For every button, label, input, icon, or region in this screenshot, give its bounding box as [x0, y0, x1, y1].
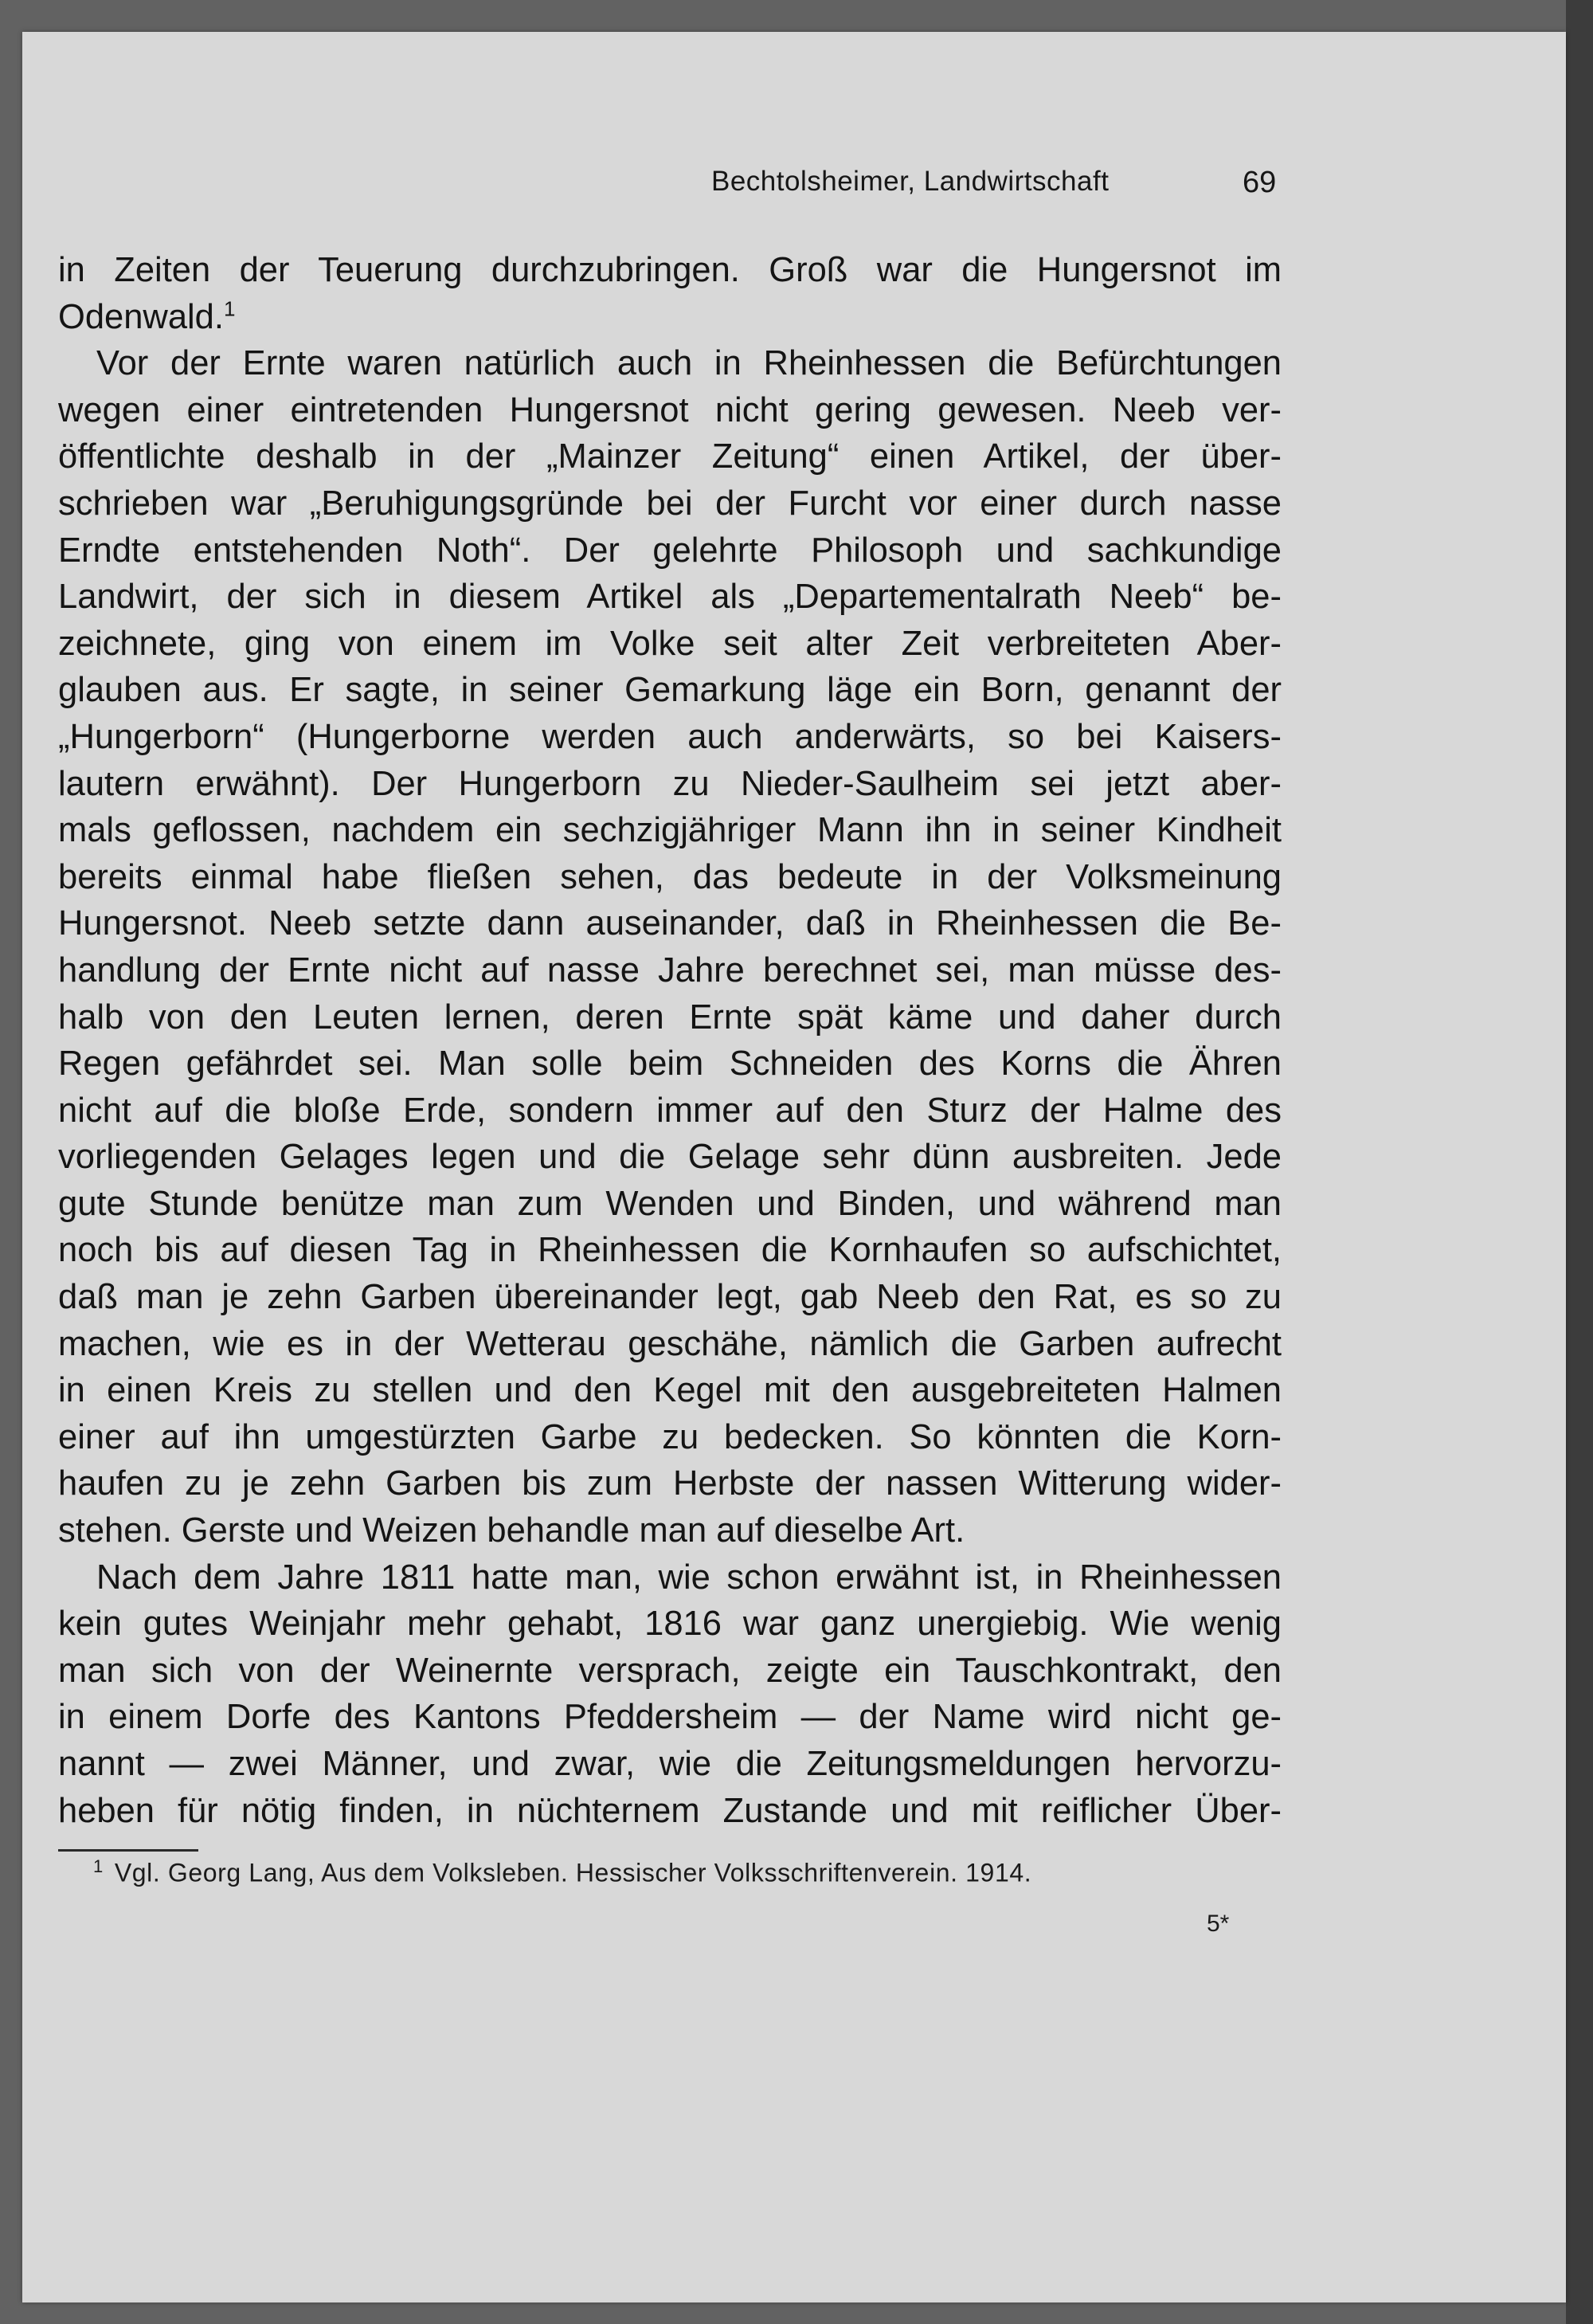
text-line: Regen gefährdet sei. Man solle beim Schneiden des Korns die Ähren: [58, 1044, 1282, 1084]
text-line: glauben aus. Er sagte, in seiner Gemarkung läge ein Born, genannt der: [58, 671, 1282, 710]
footnote-divider: [58, 1849, 198, 1852]
text-line: zeichnete, ging von einem im Volke seit alter Zeit verbreiteten Aber-: [58, 624, 1282, 663]
footnote-marker: 1: [93, 1856, 104, 1876]
text-line: mals geflossen, nachdem ein sechzigjähriger Mann ihn in seiner Kindheit: [58, 811, 1282, 850]
text-line: lautern erwähnt). Der Hungerborn zu Nieder-Saulheim sei jetzt aber-: [58, 764, 1282, 803]
text-line: wegen einer eintretenden Hungersnot nicht gering gewesen. Neeb ver-: [58, 390, 1282, 429]
paragraph-start-line: Vor der Ernte waren natürlich auch in Rheinhessen die Befürchtungen: [96, 344, 1282, 383]
text-line: „Hungerborn“ (Hungerborne werden auch anderwärts, so bei Kaisers-: [58, 717, 1282, 756]
text-line: heben für nötig finden, in nüchternem Zustande und mit reiflicher Über-: [58, 1791, 1282, 1830]
signature-mark: 5*: [1207, 1911, 1230, 1937]
body-text: [58, 247, 1282, 1834]
text-line: noch bis auf diesen Tag in Rheinhessen die Kornhaufen so aufschichtet,: [58, 1231, 1282, 1270]
text-line: halb von den Leuten lernen, deren Ernte spät käme und daher durch: [58, 997, 1282, 1037]
text-line-content: Odenwald.: [58, 297, 224, 336]
paragraph-start-line: Nach dem Jahre 1811 hatte man, wie schon erwähnt ist, in Rheinhessen: [96, 1558, 1282, 1597]
text-line: öffentlichte deshalb in der „Mainzer Zeitung“ einen Artikel, der über-: [58, 437, 1282, 476]
footnote-text: Vgl. Georg Lang, Aus dem Volksleben. Hessischer Volksschriftenverein. 1914.: [114, 1858, 1032, 1887]
scan-edge: [1566, 0, 1593, 2324]
text-line: schrieben war „Beruhigungsgründe bei der Furcht vor einer durch nasse: [58, 484, 1282, 523]
text-line: [58, 294, 1282, 341]
text-line: nicht auf die bloße Erde, sondern immer auf den Sturz der Halme des: [58, 1091, 1282, 1130]
text-line: Landwirt, der sich in diesem Artikel als „Departementalrath Neeb“ be-: [58, 578, 1282, 617]
text-line: in Zeiten der Teuerung durchzubringen. Groß war die Hungersnot im: [58, 251, 1282, 289]
text-line: kein gutes Weinjahr mehr gehabt, 1816 war ganz unergiebig. Wie wenig: [58, 1605, 1282, 1644]
text-line: vorliegenden Gelages legen und die Gelage sehr dünn ausbreiten. Jede: [58, 1138, 1282, 1177]
footnote: [93, 1856, 1031, 1888]
text-line: einer auf ihn umgestürzten Garbe zu bedecken. So könnten die Korn-: [58, 1417, 1282, 1456]
text-line: bereits einmal habe fließen sehen, das bedeute in der Volksmeinung: [58, 857, 1282, 896]
text-line: gute Stunde benütze man zum Wenden und Binden, und während man: [58, 1184, 1282, 1223]
text-line: Erndte entstehenden Noth“. Der gelehrte Philosoph und sachkundige: [58, 531, 1282, 570]
running-title: Bechtolsheimer, Landwirtschaft: [711, 166, 1110, 197]
text-line: haufen zu je zehn Garben bis zum Herbste der nassen Witterung wider-: [58, 1464, 1282, 1503]
page-number: 69: [1243, 166, 1277, 199]
text-line: man sich von der Weinernte versprach, zeigte ein Tauschkontrakt, den: [58, 1651, 1282, 1690]
text-line: machen, wie es in der Wetterau geschähe, nämlich die Garben aufrecht: [58, 1324, 1282, 1363]
text-line: daß man je zehn Garben übereinander legt, gab Neeb den Rat, es so zu: [58, 1278, 1282, 1317]
text-line: handlung der Ernte nicht auf nasse Jahre berechnet sei, man müsse des-: [58, 950, 1282, 990]
text-line: nannt — zwei Männer, und zwar, wie die Zeitungsmeldungen hervorzu-: [58, 1745, 1282, 1783]
text-line: in einem Dorfe des Kantons Pfeddersheim — der Name wird nicht ge-: [58, 1698, 1282, 1737]
footnote-reference: 1: [223, 296, 236, 321]
text-line: Hungersnot. Neeb setzte dann auseinander, daß in Rheinhessen die Be-: [58, 904, 1282, 943]
text-line: in einen Kreis zu stellen und den Kegel mit den ausgebreiteten Halmen: [58, 1371, 1282, 1410]
text-line: stehen. Gerste und Weizen behandle man auf dieselbe Art.: [58, 1511, 965, 1550]
